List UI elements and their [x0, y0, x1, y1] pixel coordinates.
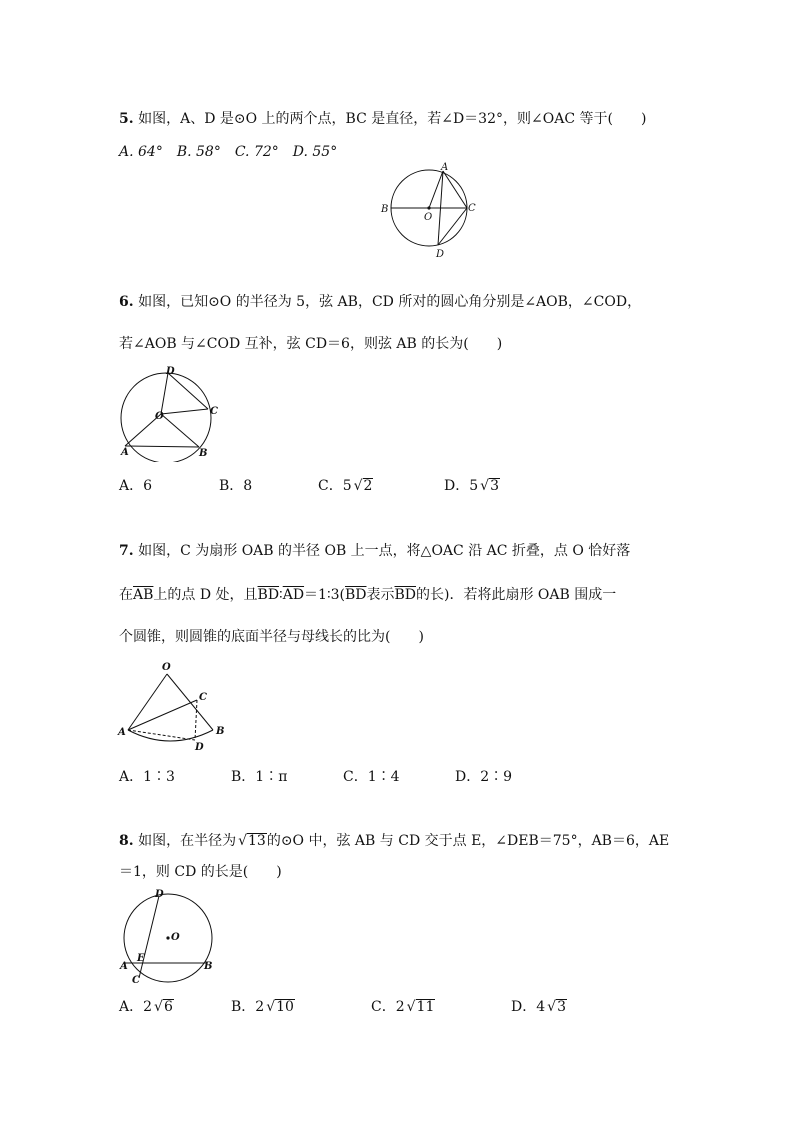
- q6-option-c-prefix: C．5: [318, 478, 352, 494]
- q8-option-a-radicand: 6: [163, 999, 173, 1015]
- q7-text-part: 表示: [366, 587, 395, 603]
- q8-option-a-prefix: A．2: [119, 999, 153, 1015]
- q6-option-d-radicand: 3: [490, 478, 499, 494]
- q7-option-a: A．1∶3: [119, 769, 175, 785]
- q8-radius-radicand: 13: [248, 833, 266, 849]
- q6-label-b: B: [199, 448, 208, 459]
- q8-stem-line2: ＝1，则 CD 的长是( ): [119, 864, 282, 880]
- q7-text-part: 在: [119, 587, 133, 603]
- q7-label-b: B: [216, 726, 225, 737]
- q8-text-part: 如图，在半径为: [138, 833, 237, 849]
- q7-figure: [115, 660, 230, 755]
- q5-label-c: C: [468, 203, 476, 214]
- q7-stem-line2: [119, 584, 616, 604]
- q8-option-b-prefix: B．2: [231, 999, 265, 1015]
- q7-text-part: ∶: [279, 587, 283, 603]
- q6-stem-line1: [119, 291, 641, 311]
- q8-option-d-radicand: 3: [557, 999, 566, 1015]
- q8-option-c-radicand: 11: [416, 999, 435, 1015]
- q7-label-a: A: [118, 727, 126, 738]
- q8-option-c: C．2 √11: [371, 999, 435, 1015]
- q7-label-c: C: [199, 692, 207, 703]
- q7-arc-bd: $\overline{BD}$: [344, 587, 367, 603]
- q7-label-d: D: [195, 742, 204, 753]
- q6-option-d-prefix: D．5: [444, 478, 479, 494]
- q7-arc-bd: $\overline{BD}$: [394, 587, 416, 603]
- q8-stem-line1: 8. 如图，在半径为 √13的⊙O 中，弦 AB 与 CD 交于点 E，∠DEB＝75°，AB＝6，AE: [119, 833, 670, 849]
- q7-arc-ad: $\overline{AD}$: [282, 587, 305, 603]
- q8-option-a: A．2 √6: [119, 999, 173, 1015]
- q5-stem: [119, 108, 646, 128]
- q7-option-c: C．1∶4: [343, 769, 400, 785]
- q8-label-a: A: [120, 961, 128, 972]
- q5-options: A. 64° B. 58° C. 72° D. 55°: [119, 144, 338, 160]
- q8-number: 8.: [119, 833, 134, 849]
- q8-label-b: B: [204, 961, 213, 972]
- q6-label-d: D: [166, 366, 175, 377]
- q7-option-b: B．1∶π: [231, 769, 288, 785]
- q7-label-o: O: [162, 662, 171, 673]
- q7-arc-ab: $\overline{AB}$: [133, 587, 154, 603]
- q7-text-part: 上的点 D 处，且: [153, 587, 258, 603]
- q8-label-c: C: [132, 975, 140, 986]
- q6-stem-line2: 若∠AOB 与∠COD 互补，弦 CD＝6，则弦 AB 的长为( ): [119, 336, 503, 352]
- q6-option-b: B．8: [219, 478, 253, 494]
- q8-option-b: B．2 √10: [231, 999, 294, 1015]
- q7-stem-line3: 个圆锥，则圆锥的底面半径与母线长的比为( ): [119, 629, 424, 645]
- q5-stem-text: 如图，A、D 是⊙O 上的两个点，BC 是直径，若∠D＝32°，则∠OAC 等于( ): [138, 111, 647, 127]
- q6-label-a: A: [121, 447, 129, 458]
- q5-number: 5.: [119, 111, 134, 127]
- q6-figure: [115, 362, 220, 462]
- q5-label-d: D: [436, 249, 445, 260]
- q6-label-c: C: [210, 406, 218, 417]
- q6-option-c: C．5 √2: [318, 478, 373, 494]
- q8-option-c-prefix: C．2: [371, 999, 405, 1015]
- q8-option-d-prefix: D．4: [511, 999, 546, 1015]
- q6-number: 6.: [119, 294, 134, 310]
- q5-label-b: B: [381, 204, 389, 215]
- q7-arc-bd: $\overline{BD}$: [257, 587, 280, 603]
- q8-text-part: 的⊙O 中，弦 AB 与 CD 交于点 E，∠DEB＝75°，AB＝6，AE: [266, 833, 670, 849]
- q7-number: 7.: [119, 543, 134, 559]
- q6-option-d: D．5 √3: [444, 478, 499, 494]
- q5-label-o: O: [424, 212, 433, 223]
- q6-option-c-radicand: 2: [363, 478, 373, 494]
- q5-figure: [375, 160, 485, 262]
- q7-stem-line1: [119, 540, 630, 560]
- q6-label-o: O: [155, 411, 164, 422]
- q6-stem-text1: 如图，已知⊙O 的半径为 5，弦 AB，CD 所对的圆心角分别是∠AOB，∠COD，: [138, 294, 642, 310]
- q7-text-part: 的长)．若将此扇形 OAB 围成一: [416, 587, 617, 603]
- q6-option-a: A．6: [119, 478, 153, 494]
- q8-label-e: E: [137, 953, 145, 964]
- q8-option-b-radicand: 10: [276, 999, 294, 1015]
- q8-figure: [115, 885, 220, 990]
- q5-label-a: A: [441, 162, 449, 173]
- q8-label-d: D: [155, 889, 164, 900]
- q7-text-part: ＝1∶3(: [304, 587, 345, 603]
- q7-stem-text1: 如图，C 为扇形 OAB 的半径 OB 上一点，将△OAC 沿 AC 折叠，点 O 恰好落: [138, 543, 631, 559]
- q8-option-d: D．4 √3: [511, 999, 566, 1015]
- q7-option-d: D．2∶9: [455, 769, 513, 785]
- q8-label-o: O: [171, 932, 180, 943]
